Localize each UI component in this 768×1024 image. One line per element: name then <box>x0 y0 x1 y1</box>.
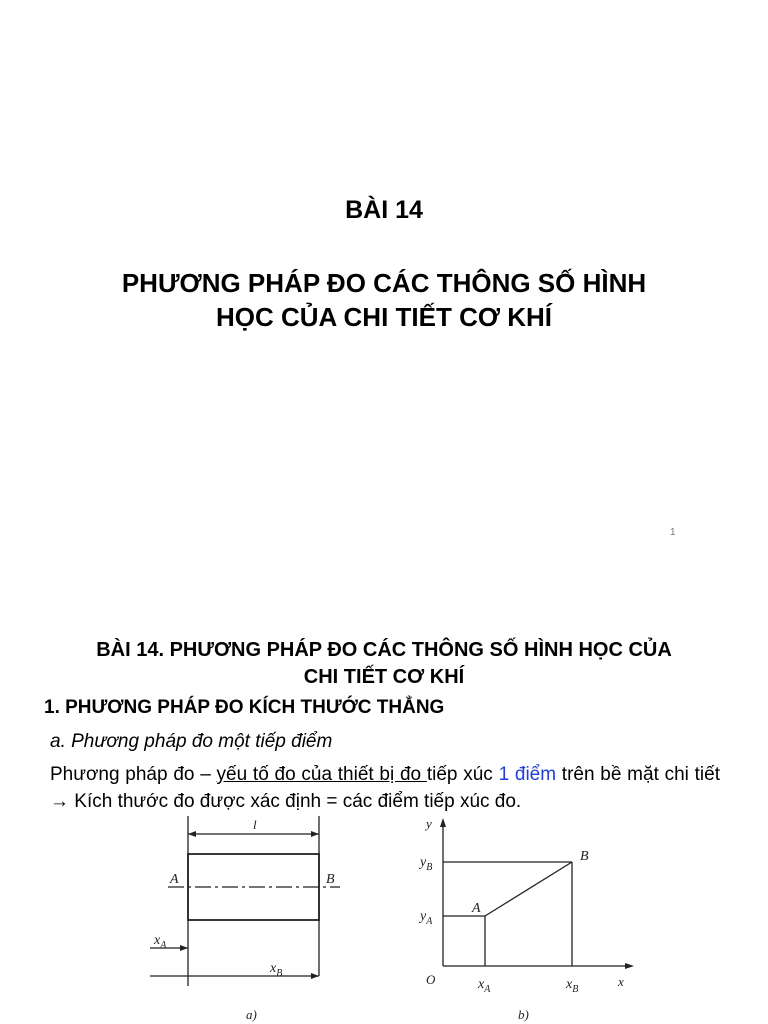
fig-a-caption: a) <box>246 1007 257 1022</box>
fig-a-label-l: l <box>253 817 257 832</box>
fig-a-label-A: A <box>170 872 179 887</box>
figure-b <box>410 816 640 1024</box>
fig-b-segment-AB <box>485 862 572 916</box>
paragraph-part3: trên bề mặt chi tiết <box>556 764 720 785</box>
paragraph-part2: tiếp xúc <box>426 764 499 785</box>
section-heading: 1. PHƯƠNG PHÁP ĐO KÍCH THƯỚC THẲNG <box>44 697 445 718</box>
fig-b-label-A: A <box>472 901 481 916</box>
arrow-icon: → <box>50 791 69 812</box>
slide-title-line2: CHI TIẾT CƠ KHÍ <box>303 666 465 688</box>
fig-b-caption: b) <box>518 1007 529 1022</box>
paragraph-underlined: yếu tố đo của thiết bị đo <box>216 764 427 785</box>
subheading: a. Phương pháp đo một tiếp điểm <box>50 731 333 752</box>
lesson-title-line1: PHƯƠNG PHÁP ĐO CÁC THÔNG SỐ HÌNH <box>121 268 647 298</box>
fig-b-label-y: y <box>426 816 432 831</box>
fig-b-label-O: O <box>426 972 436 987</box>
fig-a-label-xA: $x_A$ <box>154 933 167 951</box>
figure-a <box>140 816 350 1024</box>
fig-b-label-x: x <box>618 974 624 989</box>
fig-b-label-xB: $x_B$ <box>566 977 579 995</box>
paragraph-highlight: 1 điểm <box>498 764 557 785</box>
fig-b-label-xA: $x_A$ <box>478 977 491 995</box>
lesson-number: BÀI 14 <box>345 196 423 224</box>
paragraph-part1: Phương pháp đo – <box>50 764 217 785</box>
slide-title-line1: BÀI 14. PHƯƠNG PHÁP ĐO CÁC THÔNG SỐ HÌNH HỌC CỦA <box>96 639 672 661</box>
body-paragraph <box>50 761 720 815</box>
paragraph-part4: Kích thước đo được xác định = các điểm tiếp xúc đo. <box>69 791 522 812</box>
slide-title <box>0 637 768 691</box>
fig-b-label-yA: $y_A$ <box>420 909 433 927</box>
fig-b-label-yB: $y_B$ <box>420 855 433 873</box>
fig-a-label-xB: $x_B$ <box>270 961 283 979</box>
lesson-title <box>0 266 768 334</box>
fig-a-label-B: B <box>326 872 335 887</box>
page-number: 1 <box>670 527 676 538</box>
content-slide <box>0 576 768 1024</box>
fig-b-label-B: B <box>580 849 589 864</box>
lesson-title-line2: HỌC CỦA CHI TIẾT CƠ KHÍ <box>215 302 553 332</box>
